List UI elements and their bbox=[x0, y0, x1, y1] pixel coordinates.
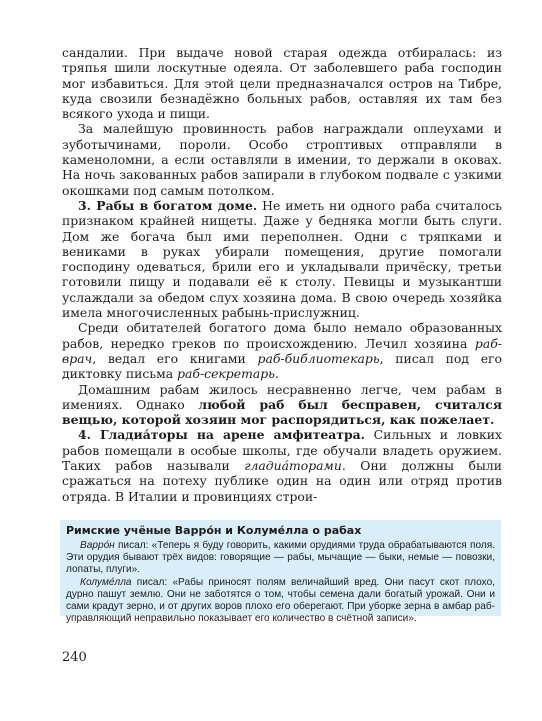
section-gladiators bbox=[62, 427, 502, 503]
paragraph-text: . bbox=[274, 366, 279, 382]
paragraph-text: Сильных и ловких рабов помещали в особые школы, где обучали владеть оружием. Таких рабов называли bbox=[62, 427, 502, 474]
paragraph-text: Среди обитателей богатого дома было немало образованных рабов, нередко греков по происхождению. Лечил хозяина bbox=[62, 320, 502, 351]
paragraph-text: Домашним рабам жилось несравненно легче, чем рабам в имениях. Однако bbox=[62, 381, 502, 412]
paragraph-text: Не иметь ни одного раба считалось признаком крайней нищеты. Даже у бедняка могли быть слуги. Дом же богача был ими переполнен. Одни с тряпками и вениками в руках убирали помещения, другие помогали господину одеваться, брили его и укладывали причёску, третьи готовили пищу и подавали её к столу. Певицы и музыкантши услаждали за обедом слух хозяина дома. В свою очередь хозяйка имела многочисленных рабынь-прислужниц. bbox=[62, 197, 502, 321]
term-slave-librarian: раб-библиотекарь bbox=[257, 350, 380, 366]
section-heading: 4. Гладиа́торы на арене амфитеатра. bbox=[78, 427, 365, 443]
sidebar-title: Римские учёные Варро́н и Колуме́лла о рабах bbox=[66, 524, 362, 537]
section-heading: 3. Рабы в богатом доме. bbox=[78, 197, 258, 213]
quote-text: писал: «Рабы приносят полям величайший вред. Они пасут скот плохо, дурно пашут землю. Они не заботятся о том, чтобы семена дали богатый урожай. Они и сами крадут зерно, и от других воров плохо его оберегают. При уборке зерна в амбар раб-управляющий неправильно показывает его количество в счётной записи». bbox=[66, 576, 495, 625]
term-slave-doctor: раб-врач bbox=[62, 335, 502, 366]
paragraph-household-slaves bbox=[62, 382, 502, 428]
sidebar-box-quotes bbox=[60, 520, 501, 625]
term-gladiators: гладиа́торами bbox=[244, 458, 342, 474]
quote-text: писал: «Теперь я буду говорить, какими орудиями труда обрабатываются поля. Эти орудия бывают трёх видов: говорящие — рабы, мычащие — быки, немые — повозки, лопаты, плуги». bbox=[66, 540, 495, 576]
section-rich-house bbox=[62, 198, 502, 320]
quote-author: Варро́н bbox=[80, 540, 115, 551]
page-number: 240 bbox=[62, 650, 87, 665]
quote-author: Колуме́лла bbox=[80, 576, 132, 588]
quote-columella bbox=[66, 577, 495, 626]
key-statement: любой раб был бесправен, считался вещью, которой хозяин мог распорядиться, как пожелает. bbox=[62, 396, 502, 428]
paragraph-continuation bbox=[62, 45, 502, 121]
paragraph-punishments bbox=[62, 121, 502, 197]
paragraph-text: За малейшую провинность рабов награждали оплеухами и зуботычинами, пороли. Особо строптивых отправляли в каменоломни, а если оставляли в имении, то держали в оковах. На ночь закованных рабов запирали в глубоком подвале с узкими окошками под самым потолком. bbox=[62, 121, 502, 198]
paragraph-text: . Они должны были сражаться на потеху публике один на один или отряд против отряда. В Италии и провинциях строи- bbox=[62, 458, 502, 504]
paragraph-educated-slaves bbox=[62, 320, 502, 381]
paragraph-text: , писал под его диктовку письма bbox=[62, 350, 502, 382]
paragraph-text: , ведал его книгами bbox=[92, 350, 258, 366]
main-text bbox=[62, 45, 502, 504]
paragraph-text: сандалии. При выдаче новой старая одежда отбиралась: из тряпья шили лоскутные одеяла. От заболевшего раба господин мог избавиться. Для этой цели предназначался остров на Тибре, куда свозили безнадёжно больных рабов, оставляя их там без всякого ухода и пищи. bbox=[62, 45, 502, 122]
quote-varro bbox=[66, 540, 495, 577]
term-slave-secretary: раб-секретарь bbox=[177, 366, 275, 382]
